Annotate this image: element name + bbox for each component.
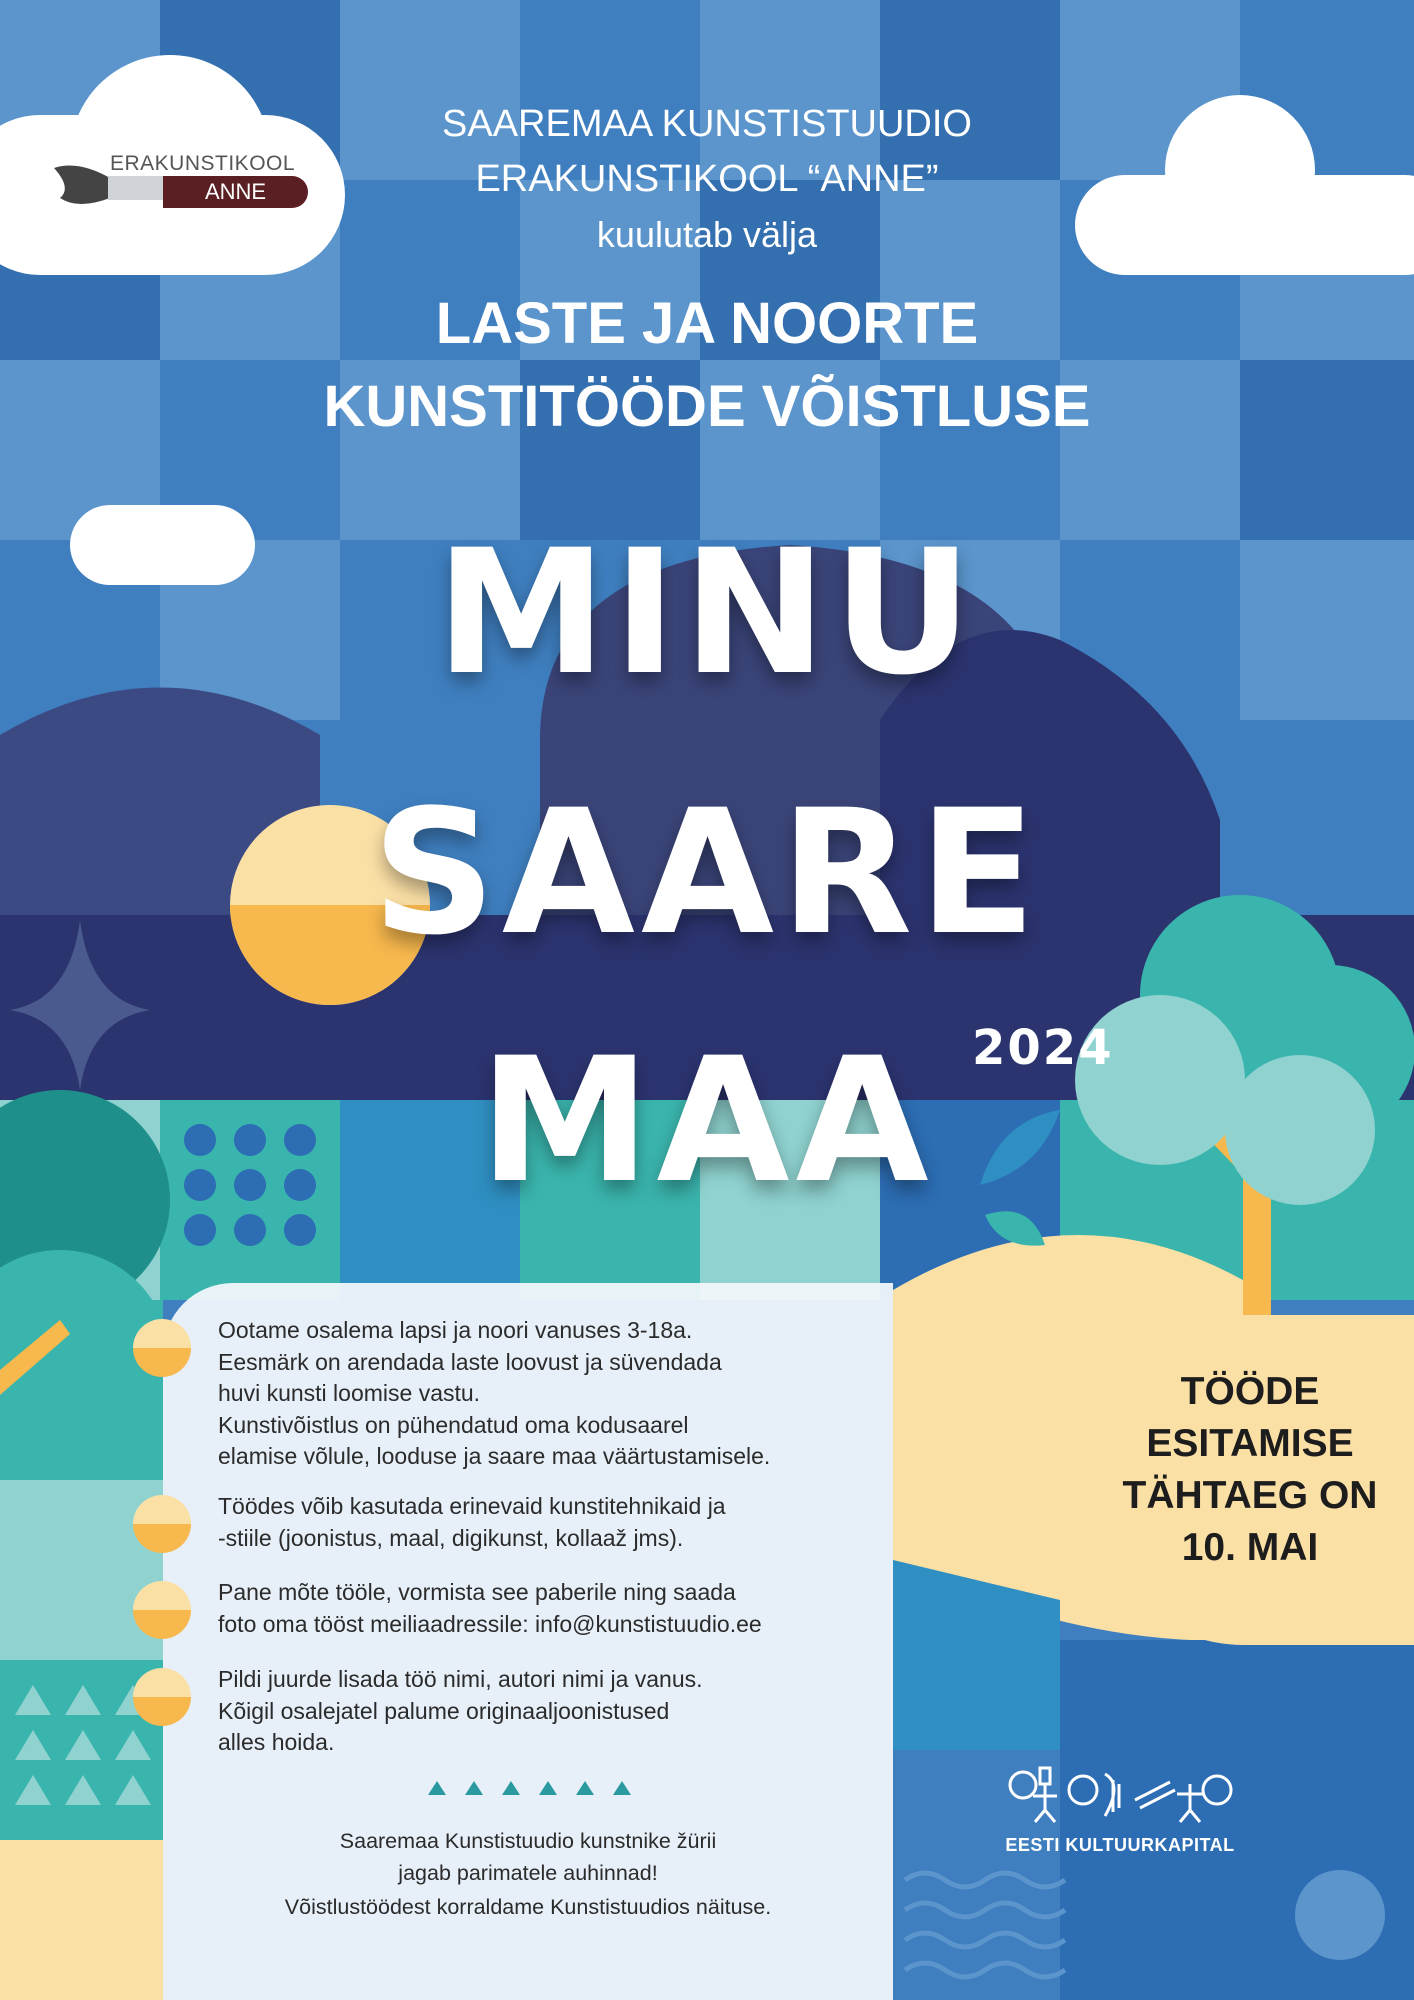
deadline-line-3: TÄHTAEG ON	[1122, 1474, 1378, 1517]
triangle-icon	[576, 1781, 594, 1795]
info-paragraph-4: Pildi juurde lisada töö nimi, autori nimi ja vanus. Kõigil osalejatel palume originaaljoonistused alles hoida.	[218, 1666, 703, 1755]
header-line-1: SAAREMAA KUNSTISTUUDIO	[442, 103, 972, 145]
logo-bottom-text: ANNE	[204, 179, 267, 204]
bullet-icon	[133, 1319, 191, 1377]
deadline-line-4: 10. MAI	[1181, 1526, 1319, 1569]
info-paragraph-1: Ootame osalema lapsi ja noori vanuses 3-18a. Eesmärk on arendada laste loovust ja süvendada huvi kunsti loomise vastu. Kunstivõistlus on pühendatud oma kodusaarel elamise võlule, looduse ja saare maa väärtustamisele.	[218, 1317, 771, 1469]
title-word-minu: MINU	[435, 512, 979, 713]
header-line-5: KUNSTITÖÖDE VÕISTLUSE	[323, 374, 1091, 439]
triangle-icon	[428, 1781, 446, 1795]
kulkap-figures-icon	[1005, 1760, 1235, 1830]
triangle-icon	[539, 1781, 557, 1795]
title-word-saare: SAARE	[371, 772, 1043, 973]
sponsor-logo	[1005, 1760, 1235, 1860]
triangle-icon	[613, 1781, 631, 1795]
header-line-3: kuulutab välja	[596, 214, 818, 255]
triangle-divider	[428, 1781, 628, 1801]
header-line-2: ERAKUNSTIKOOL “ANNE”	[475, 158, 939, 200]
bullet-icon	[133, 1495, 191, 1553]
bullet-icon	[133, 1668, 191, 1726]
header-line-4: LASTE JA NOORTE	[435, 291, 979, 356]
info-panel	[163, 1283, 893, 2000]
title-year: 2024	[972, 1020, 1114, 1076]
footer-line-2: jagab parimatele auhinnad!	[398, 1861, 658, 1885]
triangle-icon	[465, 1781, 483, 1795]
triangle-icon	[502, 1781, 520, 1795]
title-word-maa: MAA	[479, 1020, 935, 1221]
footer-line-3: Võistlustöödest korraldame Kunstistuudios näituse.	[284, 1895, 772, 1919]
info-paragraph-2: Töödes võib kasutada erinevaid kunstitehnikaid ja -stiile (joonistus, maal, digikunst, kollaaž jms).	[218, 1493, 726, 1551]
footer-line-1: Saaremaa Kunstistuudio kunstnike žürii	[339, 1829, 717, 1853]
logo-top-text: ERAKUNSTIKOOL	[110, 152, 296, 175]
deadline-line-2: ESITAMISE	[1146, 1422, 1354, 1465]
deadline-line-1: TÖÖDE	[1180, 1370, 1320, 1413]
info-paragraph-3: Pane mõte tööle, vormista see paberile ning saada foto oma tööst meiliaadressile: info@kunstistuudio.ee	[218, 1579, 762, 1637]
sponsor-name: EESTI KULTUURKAPITAL	[1005, 1835, 1235, 1855]
bullet-icon	[133, 1581, 191, 1639]
